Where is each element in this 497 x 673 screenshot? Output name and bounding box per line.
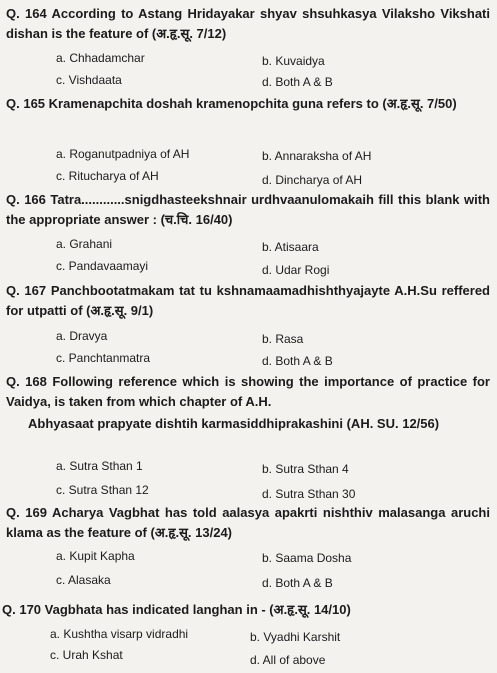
question-text: Acharya Vagbhat has told aalasya apakrti nishthiv malasanga aruchi klama as the feature of (अ.हृ.सू. 13/24)	[6, 505, 490, 540]
question-number: Q. 166	[6, 192, 46, 207]
option-a: a. Grahani	[56, 237, 113, 251]
question-text: Tatra............snigdhasteekshnair urdhvaanulomakaih fill this blank with the appropriate answer : (च.चि. 16/40)	[6, 192, 490, 227]
option-c: c. Panchtanmatra	[56, 351, 151, 365]
option-a: a. Dravya	[56, 329, 108, 343]
question-number: Q. 165	[6, 96, 46, 111]
question-text: According to Astang Hridayakar shyav shsuhkasya Vilaksho Vikshati dishan is the feature of (अ.हृ.सू. 7/12)	[6, 6, 490, 41]
option-b: b. Atisaara	[262, 240, 319, 254]
option-c: c. Sutra Sthan 12	[56, 483, 149, 497]
question-170	[2, 600, 486, 620]
option-b: b. Saama Dosha	[262, 551, 352, 565]
question-text: Following reference which is showing the importance of practice for Vaidya, is taken from which chapter of A.H.	[6, 374, 490, 409]
option-d: d. Both A & B	[262, 576, 333, 590]
question-text: Panchbootatmakam tat tu kshnamaamadhishthyajayte A.H.Su reffered for utpatti of (अ.हृ.सू. 9/1)	[6, 283, 490, 318]
question-number: Q. 167	[6, 283, 47, 298]
question-number: Q. 169	[6, 505, 47, 520]
option-c: c. Alasaka	[56, 573, 111, 587]
question-number: Q. 168	[6, 374, 47, 389]
option-c: c. Urah Kshat	[50, 648, 123, 662]
option-b: b. Sutra Sthan 4	[262, 462, 349, 476]
question-168	[6, 372, 490, 412]
option-b: b. Vyadhi Karshit	[250, 630, 341, 644]
option-c: c. Ritucharya of AH	[56, 169, 159, 183]
option-a: a. Chhadamchar	[56, 51, 145, 65]
option-b: b. Kuvaidya	[262, 54, 325, 68]
question-166	[6, 190, 490, 230]
question-169	[6, 503, 490, 543]
question-165	[6, 94, 490, 114]
option-b: b. Annaraksha of AH	[262, 149, 372, 163]
question-text: Kramenapchita doshah kramenopchita guna refers to (अ.हृ.सू. 7/50)	[48, 96, 457, 111]
option-d: d. All of above	[250, 653, 326, 667]
option-d: d. Udar Rogi	[262, 263, 330, 277]
option-d: d. Both A & B	[262, 75, 333, 89]
option-d: d. Dincharya of AH	[262, 173, 363, 187]
question-164	[6, 4, 490, 44]
option-a: a. Kushtha visarp vidradhi	[50, 627, 189, 641]
question-167	[6, 281, 490, 321]
option-c: c. Vishdaata	[56, 73, 122, 87]
option-b: b. Rasa	[262, 332, 304, 346]
question-168-reference: Abhyasaat prapyate dishtih karmasiddhiprakashini (AH. SU. 12/56)	[28, 416, 440, 431]
option-a: a. Kupit Kapha	[56, 549, 135, 563]
option-a: a. Roganutpadniya of AH	[56, 147, 190, 161]
option-a: a. Sutra Sthan 1	[56, 459, 143, 473]
question-number: Q. 164	[6, 6, 47, 21]
question-number: Q. 170	[2, 602, 42, 617]
option-c: c. Pandavaamayi	[56, 259, 149, 273]
question-text: Vagbhata has indicated langhan in - (अ.हृ.सू. 14/10)	[44, 602, 351, 617]
option-d: d. Sutra Sthan 30	[262, 487, 356, 501]
option-d: d. Both A & B	[262, 354, 333, 368]
